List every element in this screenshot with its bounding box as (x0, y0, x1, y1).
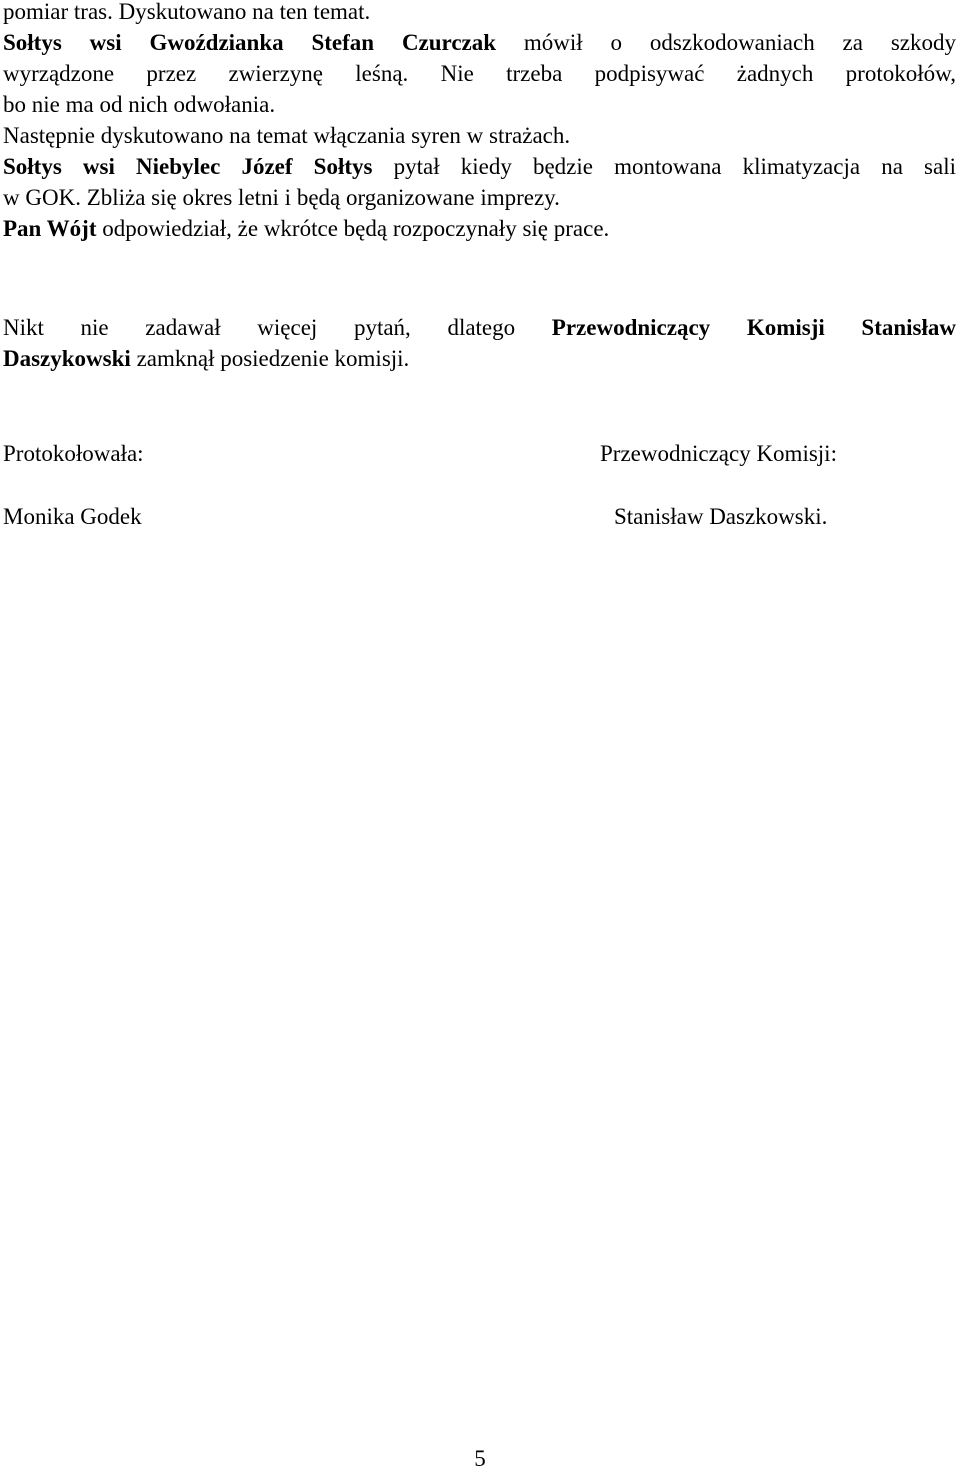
chairman-label: Przewodniczący Komisji: (600, 441, 837, 466)
text-fragment: mówił o odszkodowaniach za szkody (496, 30, 956, 55)
speaker-name: Sołtys wsi Gwoździanka Stefan Czurczak (3, 30, 497, 55)
text-line: bo nie ma od nich odwołania. (3, 92, 276, 117)
text-line (3, 151, 956, 182)
recorder-label: Protokołowała: (3, 441, 144, 466)
text-line (3, 213, 956, 244)
text-fragment: odpowiedział, że wkrótce będą rozpoczynały się prace. (96, 216, 610, 241)
paragraph-discussion (3, 0, 956, 244)
paragraph-closing (3, 312, 956, 374)
speaker-name: Pan Wójt (3, 216, 97, 241)
chairman-signature-name: Stanisław Daszkowski. (614, 504, 828, 529)
chairman-name: Przewodniczący Komisji Stanisław (551, 315, 957, 340)
text-line (3, 312, 956, 343)
text-line: pomiar tras. Dyskutowano na ten temat. (3, 0, 371, 24)
text-line: Następnie dyskutowano na temat włączania syren w strażach. (3, 123, 571, 148)
text-fragment: pytał kiedy będzie montowana klimatyzacja na sali (372, 154, 956, 179)
chairman-surname: Daszykowski (3, 346, 131, 371)
text-fragment: Nikt nie zadawał więcej pytań, dlatego (3, 315, 552, 340)
page-number: 5 (474, 1446, 486, 1471)
text-line: w GOK. Zbliża się okres letni i będą organizowane imprezy. (3, 185, 560, 210)
speaker-name: Sołtys wsi Niebylec Józef Sołtys (3, 154, 373, 179)
recorder-name: Monika Godek (3, 504, 142, 529)
text-line (3, 343, 956, 374)
text-line (3, 27, 956, 58)
text-line: wyrządzone przez zwierzynę leśną. Nie trzeba podpisywać żadnych protokołów, (3, 61, 956, 86)
text-fragment: zamknął posiedzenie komisji. (130, 346, 410, 371)
